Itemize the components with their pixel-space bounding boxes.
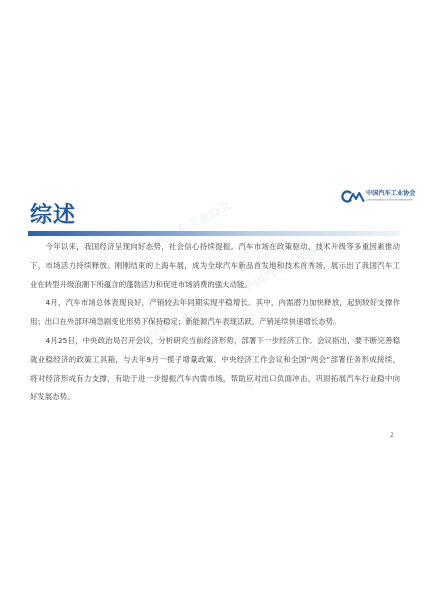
- caam-logo: [341, 188, 419, 206]
- title-underline-bar: [28, 231, 400, 236]
- watermark-text: 中国汽车工业协会: [142, 198, 234, 255]
- body-text: [30, 238, 400, 407]
- watermark-text: 中国汽车工业协会: [240, 238, 332, 295]
- body-paragraph: [30, 238, 400, 294]
- watermark-text: 中国汽车工业协会: [242, 336, 334, 393]
- logo-name-en: China Association of Automobile Manufacturers: [366, 199, 413, 202]
- paragraph-line: 今年以来，我国经济呈现向好态势，社会信心持续提振。汽车市场在政策驱动、技术升级等多重因素推动: [45, 242, 400, 251]
- logo-name-cn: 中国汽车工业协会: [366, 190, 416, 197]
- paragraph-line: 就业稳经济的政策工具箱，与去年9月一揽子增量政策、中央经济工作会议和全国“两会”部署任务形成接续，: [30, 354, 400, 364]
- paragraph-line: 将对经济形成有力支撑，有助于进一步提振汽车内需市场，帮助应对出口负面冲击，巩固拓展汽车行业稳中向: [30, 373, 400, 383]
- paragraph-line: 4月25日，中央政治局召开会议，分析研究当前经济形势，部署下一步经济工作。会议指出，要不断完善稳: [45, 335, 400, 345]
- page-number: 2: [390, 432, 394, 439]
- caam-logo-mark-icon: [341, 189, 365, 204]
- paragraph-line: 业在转型升级浪潮下所蕴含的蓬勃活力和促进市场消费的强大动能。: [30, 279, 252, 289]
- section-title: 综述: [30, 203, 77, 228]
- body-paragraph: [30, 332, 400, 407]
- paragraph-line: 4月，汽车市场总体表现良好，产销较去年同期实现平稳增长。其中，内需潜力加快释放，起到较好支撑作: [45, 298, 400, 308]
- body-paragraph: [30, 294, 400, 332]
- watermark-text: 中国汽车工业协会: [124, 298, 216, 355]
- paragraph-line: 好发展态势。: [30, 392, 75, 402]
- paragraph-line: 下，市场活力持续释放。刚刚结束的上海车展，成为全球汽车新品首发地和技术首秀场，展示出了我国汽车工: [30, 260, 400, 270]
- paragraph-line: 用；出口在外部环境急剧变化形势下保持稳定；新能源汽车表现活跃，产销延续快速增长态势。: [30, 317, 341, 327]
